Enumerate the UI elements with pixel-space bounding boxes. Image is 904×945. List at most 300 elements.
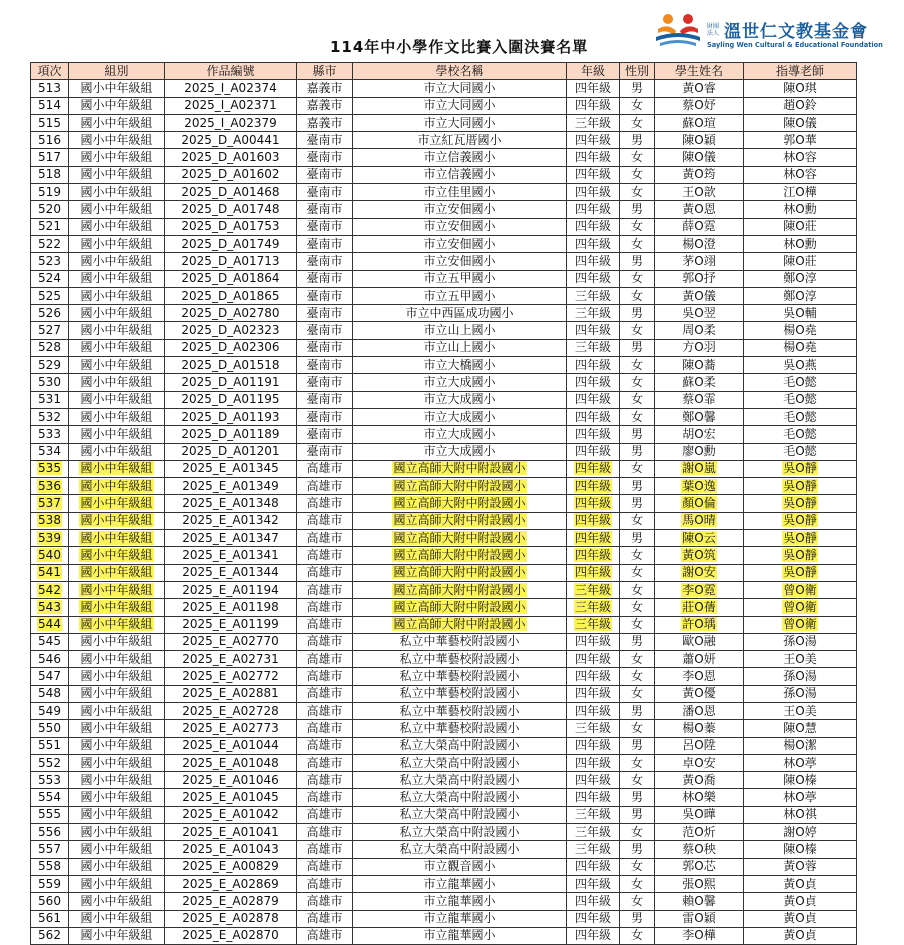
table-cell: 雷O穎 xyxy=(655,910,744,927)
table-cell: 男 xyxy=(620,841,655,858)
table-cell: 黃O睿 xyxy=(655,80,744,97)
table-row xyxy=(31,322,857,339)
table-cell: 2025_E_A01344 xyxy=(165,564,297,581)
table-row xyxy=(31,374,857,391)
table-cell: 2025_E_A00829 xyxy=(165,858,297,875)
table-cell: 王O美 xyxy=(744,702,857,719)
table-cell: 546 xyxy=(31,651,69,668)
highlighted-text: 國立高師大附中附設國小 xyxy=(393,513,526,528)
table-cell: 嘉義市 xyxy=(297,80,353,97)
table-cell: 男 xyxy=(620,495,655,512)
highlighted-text: 顏O倫 xyxy=(682,496,716,511)
table-cell: 男 xyxy=(620,633,655,650)
table-cell: 國小中年級組 xyxy=(69,668,165,685)
table-cell: 市立龍華國小 xyxy=(353,875,567,892)
table-cell xyxy=(69,460,165,477)
table-cell: 林O容 xyxy=(744,166,857,183)
table-cell: 蔡O霏 xyxy=(655,391,744,408)
table-cell: 男 xyxy=(620,305,655,322)
table-row xyxy=(31,235,857,252)
table-cell: 531 xyxy=(31,391,69,408)
table-cell: 女 xyxy=(620,270,655,287)
table-cell: 市立信義國小 xyxy=(353,166,567,183)
table-cell: 國小中年級組 xyxy=(69,875,165,892)
table-cell: 四年級 xyxy=(567,149,620,166)
highlighted-text: 馬O晴 xyxy=(682,513,716,528)
highlighted-text: 四年級 xyxy=(574,530,611,545)
table-row xyxy=(31,201,857,218)
table-cell: 市立大成國小 xyxy=(353,408,567,425)
table-cell: 2025_E_A01194 xyxy=(165,581,297,598)
table-cell: 方O羽 xyxy=(655,339,744,356)
table-cell: 2025_D_A01195 xyxy=(165,391,297,408)
table-cell: 潘O恩 xyxy=(655,702,744,719)
table-cell: 女 xyxy=(620,685,655,702)
table-cell: 男 xyxy=(620,201,655,218)
table-cell: 女 xyxy=(620,875,655,892)
table-cell xyxy=(744,616,857,633)
table-cell: 女 xyxy=(620,616,655,633)
table-cell: 2025_I_A02379 xyxy=(165,114,297,131)
table-row xyxy=(31,702,857,719)
table-cell: 嘉義市 xyxy=(297,97,353,114)
highlighted-text: 國小中年級組 xyxy=(80,513,153,528)
table-cell: 女 xyxy=(620,564,655,581)
table-cell: 2025_E_A02770 xyxy=(165,633,297,650)
table-cell: 561 xyxy=(31,910,69,927)
table-cell: 553 xyxy=(31,772,69,789)
table-row xyxy=(31,651,857,668)
table-cell: 男 xyxy=(620,253,655,270)
table-cell: 550 xyxy=(31,720,69,737)
table-row xyxy=(31,754,857,771)
table-row xyxy=(31,633,857,650)
table-cell xyxy=(31,460,69,477)
table-cell: 548 xyxy=(31,685,69,702)
table-cell: 毛O懿 xyxy=(744,443,857,460)
table-cell: 高雄市 xyxy=(297,824,353,841)
table-cell: 女 xyxy=(620,460,655,477)
highlighted-text: 國小中年級組 xyxy=(80,617,153,632)
table-cell: 國小中年級組 xyxy=(69,305,165,322)
table-cell: 國小中年級組 xyxy=(69,391,165,408)
table-cell: 毛O懿 xyxy=(744,408,857,425)
highlighted-text: 三年級 xyxy=(574,599,611,614)
table-cell: 2025_D_A01189 xyxy=(165,426,297,443)
table-cell: 四年級 xyxy=(567,893,620,910)
table-cell: 胡O宏 xyxy=(655,426,744,443)
table-cell: 孫O湯 xyxy=(744,633,857,650)
table-cell: 茅O翊 xyxy=(655,253,744,270)
column-header: 學校名稱 xyxy=(353,63,567,80)
table-cell: 國小中年級組 xyxy=(69,685,165,702)
table-cell xyxy=(655,564,744,581)
highlighted-text: 542 xyxy=(38,582,61,597)
table-cell: 市立佳里國小 xyxy=(353,184,567,201)
highlighted-text: 539 xyxy=(38,530,61,545)
table-row xyxy=(31,253,857,270)
table-cell: 女 xyxy=(620,581,655,598)
highlighted-text: 國立高師大附中附設國小 xyxy=(393,496,526,511)
table-cell: 四年級 xyxy=(567,391,620,408)
table-row xyxy=(31,426,857,443)
table-cell: 私立大榮高中附設國小 xyxy=(353,806,567,823)
table-cell: 蘇O柔 xyxy=(655,374,744,391)
column-header: 指導老師 xyxy=(744,63,857,80)
table-cell: 519 xyxy=(31,184,69,201)
highlighted-text: 陳O云 xyxy=(682,530,716,545)
table-cell: 2025_D_A00441 xyxy=(165,132,297,149)
table-cell: 陳O榛 xyxy=(744,772,857,789)
table-cell: 四年級 xyxy=(567,322,620,339)
table-cell xyxy=(567,512,620,529)
table-cell: 四年級 xyxy=(567,668,620,685)
table-cell: 558 xyxy=(31,858,69,875)
table-cell: 女 xyxy=(620,754,655,771)
table-cell: 市立信義國小 xyxy=(353,149,567,166)
table-cell xyxy=(69,495,165,512)
highlighted-text: 538 xyxy=(38,513,61,528)
table-cell: 國小中年級組 xyxy=(69,754,165,771)
table-cell xyxy=(353,495,567,512)
highlighted-text: 曾O衛 xyxy=(783,617,817,632)
table-cell: 女 xyxy=(620,651,655,668)
table-cell: 2025_E_A02773 xyxy=(165,720,297,737)
table-cell: 市立安佃國小 xyxy=(353,218,567,235)
table-cell: 女 xyxy=(620,287,655,304)
table-row xyxy=(31,564,857,581)
table-cell: 524 xyxy=(31,270,69,287)
table-cell: 林O樂 xyxy=(655,789,744,806)
table-cell: 國小中年級組 xyxy=(69,651,165,668)
table-cell: 女 xyxy=(620,512,655,529)
table-cell: 2025_D_A02306 xyxy=(165,339,297,356)
table-cell: 四年級 xyxy=(567,218,620,235)
table-cell xyxy=(655,581,744,598)
table-cell: 高雄市 xyxy=(297,599,353,616)
table-row xyxy=(31,408,857,425)
table-cell: 黃O貞 xyxy=(744,875,857,892)
table-cell: 四年級 xyxy=(567,357,620,374)
table-cell: 高雄市 xyxy=(297,668,353,685)
table-cell: 國小中年級組 xyxy=(69,789,165,806)
table-row xyxy=(31,512,857,529)
table-cell: 趙O鈴 xyxy=(744,97,857,114)
table-cell: 周O柔 xyxy=(655,322,744,339)
finalist-table xyxy=(30,62,857,945)
table-cell: 市立大橋國小 xyxy=(353,357,567,374)
table-cell: 黃O儀 xyxy=(655,287,744,304)
table-row xyxy=(31,737,857,754)
table-cell: 四年級 xyxy=(567,374,620,391)
table-cell: 國小中年級組 xyxy=(69,927,165,944)
highlighted-text: 黃O筑 xyxy=(682,547,716,562)
table-cell: 518 xyxy=(31,166,69,183)
table-cell: 551 xyxy=(31,737,69,754)
table-cell: 四年級 xyxy=(567,737,620,754)
highlighted-text: 李O霓 xyxy=(682,582,716,597)
table-cell: 楊O堯 xyxy=(744,339,857,356)
table-cell xyxy=(31,478,69,495)
table-cell: 高雄市 xyxy=(297,685,353,702)
table-cell: 國小中年級組 xyxy=(69,339,165,356)
highlighted-text: 536 xyxy=(38,478,61,493)
highlighted-text: 國小中年級組 xyxy=(80,547,153,562)
table-row xyxy=(31,547,857,564)
table-cell: 男 xyxy=(620,737,655,754)
table-cell: 四年級 xyxy=(567,235,620,252)
table-cell: 2025_D_A01749 xyxy=(165,235,297,252)
column-header: 項次 xyxy=(31,63,69,80)
table-header-row xyxy=(31,63,857,80)
table-cell: 市立龍華國小 xyxy=(353,910,567,927)
table-cell xyxy=(744,495,857,512)
table-cell: 國小中年級組 xyxy=(69,253,165,270)
table-cell: 三年級 xyxy=(567,305,620,322)
table-cell: 高雄市 xyxy=(297,633,353,650)
table-cell: 高雄市 xyxy=(297,806,353,823)
table-row xyxy=(31,910,857,927)
highlighted-text: 吳O靜 xyxy=(783,461,817,476)
table-cell: 2025_D_A01602 xyxy=(165,166,297,183)
table-cell: 男 xyxy=(620,478,655,495)
table-cell: 四年級 xyxy=(567,858,620,875)
table-cell: 四年級 xyxy=(567,875,620,892)
table-cell: 私立中華藝校附設國小 xyxy=(353,651,567,668)
table-cell: 男 xyxy=(620,80,655,97)
table-cell: 高雄市 xyxy=(297,858,353,875)
table-cell: 四年級 xyxy=(567,80,620,97)
highlighted-text: 吳O靜 xyxy=(783,496,817,511)
table-cell: 臺南市 xyxy=(297,408,353,425)
highlighted-text: 國小中年級組 xyxy=(80,496,153,511)
table-cell: 女 xyxy=(620,772,655,789)
table-cell: 臺南市 xyxy=(297,322,353,339)
table-cell: 林O葶 xyxy=(744,789,857,806)
table-cell: 男 xyxy=(620,806,655,823)
table-cell: 556 xyxy=(31,824,69,841)
table-cell: 黃O優 xyxy=(655,685,744,702)
table-cell: 市立大同國小 xyxy=(353,97,567,114)
table-cell: 2025_D_A01748 xyxy=(165,201,297,218)
table-cell: 國小中年級組 xyxy=(69,287,165,304)
table-cell: 四年級 xyxy=(567,97,620,114)
table-cell: 四年級 xyxy=(567,789,620,806)
table-cell: 高雄市 xyxy=(297,789,353,806)
table-cell xyxy=(655,530,744,547)
table-cell: 私立大榮高中附設國小 xyxy=(353,772,567,789)
table-cell: 2025_E_A01341 xyxy=(165,547,297,564)
table-cell xyxy=(655,547,744,564)
table-cell: 市立五甲國小 xyxy=(353,270,567,287)
logo-english-name: Sayling Wen Cultural & Educational Foundation xyxy=(707,41,883,49)
table-cell: 三年級 xyxy=(567,806,620,823)
table-cell: 女 xyxy=(620,824,655,841)
highlighted-text: 國小中年級組 xyxy=(80,582,153,597)
table-cell: 國小中年級組 xyxy=(69,720,165,737)
foundation-logo-icon xyxy=(652,11,704,53)
table-cell: 女 xyxy=(620,668,655,685)
table-cell: 2025_E_A01043 xyxy=(165,841,297,858)
table-cell: 517 xyxy=(31,149,69,166)
table-cell: 國小中年級組 xyxy=(69,772,165,789)
table-cell xyxy=(31,599,69,616)
table-cell xyxy=(567,599,620,616)
table-cell xyxy=(353,478,567,495)
table-cell: 2025_E_A01349 xyxy=(165,478,297,495)
table-cell: 蔡O妤 xyxy=(655,97,744,114)
table-cell: 2025_E_A01041 xyxy=(165,824,297,841)
table-cell: 533 xyxy=(31,426,69,443)
table-cell: 歐O融 xyxy=(655,633,744,650)
table-cell: 吳O翌 xyxy=(655,305,744,322)
table-cell xyxy=(567,564,620,581)
table-cell xyxy=(655,599,744,616)
table-cell: 2025_E_A02731 xyxy=(165,651,297,668)
foundation-logo xyxy=(652,11,892,55)
table-cell xyxy=(31,495,69,512)
table-cell: 2025_E_A01042 xyxy=(165,806,297,823)
table-cell: 四年級 xyxy=(567,408,620,425)
table-row xyxy=(31,772,857,789)
highlighted-text: 謝O嵐 xyxy=(682,461,716,476)
table-row xyxy=(31,789,857,806)
table-cell: 黃O筠 xyxy=(655,166,744,183)
table-cell: 市立龍華國小 xyxy=(353,927,567,944)
table-cell: 2025_E_A01044 xyxy=(165,737,297,754)
table-row xyxy=(31,114,857,131)
table-cell xyxy=(655,460,744,477)
table-cell xyxy=(69,530,165,547)
table-row xyxy=(31,443,857,460)
table-cell: 2025_D_A01468 xyxy=(165,184,297,201)
table-cell: 國小中年級組 xyxy=(69,114,165,131)
highlighted-text: 謝O安 xyxy=(682,565,716,580)
table-cell: 女 xyxy=(620,547,655,564)
table-row xyxy=(31,581,857,598)
highlighted-text: 吳O靜 xyxy=(783,513,817,528)
table-cell: 私立大榮高中附設國小 xyxy=(353,737,567,754)
table-cell: 國小中年級組 xyxy=(69,858,165,875)
table-cell: 臺南市 xyxy=(297,253,353,270)
logo-small-text: 財團法人 xyxy=(707,23,720,37)
table-cell: 林O容 xyxy=(744,149,857,166)
table-cell: 呂O陞 xyxy=(655,737,744,754)
table-cell: 國小中年級組 xyxy=(69,374,165,391)
table-cell xyxy=(744,530,857,547)
highlighted-text: 吳O靜 xyxy=(783,478,817,493)
table-cell: 四年級 xyxy=(567,270,620,287)
table-cell: 陳O穎 xyxy=(655,132,744,149)
table-cell: 李O恩 xyxy=(655,668,744,685)
table-cell: 國小中年級組 xyxy=(69,408,165,425)
table-cell: 女 xyxy=(620,322,655,339)
table-cell xyxy=(744,564,857,581)
highlighted-text: 許O瑀 xyxy=(682,617,716,632)
table-cell xyxy=(69,512,165,529)
table-cell: 黃O恩 xyxy=(655,201,744,218)
table-cell: 男 xyxy=(620,426,655,443)
table-cell: 女 xyxy=(620,599,655,616)
highlighted-text: 國立高師大附中附設國小 xyxy=(393,547,526,562)
table-cell: 市立安佃國小 xyxy=(353,253,567,270)
table-cell: 臺南市 xyxy=(297,426,353,443)
table-cell: 國小中年級組 xyxy=(69,824,165,841)
table-cell: 臺南市 xyxy=(297,184,353,201)
table-cell: 三年級 xyxy=(567,287,620,304)
table-cell: 女 xyxy=(620,391,655,408)
table-cell: 男 xyxy=(620,443,655,460)
table-cell xyxy=(353,530,567,547)
table-cell xyxy=(567,478,620,495)
table-cell: 臺南市 xyxy=(297,357,353,374)
table-cell xyxy=(567,547,620,564)
table-cell: 國小中年級組 xyxy=(69,737,165,754)
highlighted-text: 國立高師大附中附設國小 xyxy=(393,617,526,632)
table-cell: 528 xyxy=(31,339,69,356)
table-cell: 臺南市 xyxy=(297,132,353,149)
table-cell: 高雄市 xyxy=(297,893,353,910)
table-cell xyxy=(31,530,69,547)
table-cell: 高雄市 xyxy=(297,512,353,529)
table-cell: 四年級 xyxy=(567,166,620,183)
table-cell: 男 xyxy=(620,910,655,927)
table-cell: 私立大榮高中附設國小 xyxy=(353,754,567,771)
table-cell: 市立山上國小 xyxy=(353,339,567,356)
table-cell xyxy=(744,581,857,598)
table-cell: 高雄市 xyxy=(297,910,353,927)
table-cell: 吳O曄 xyxy=(655,806,744,823)
table-cell: 私立中華藝校附設國小 xyxy=(353,702,567,719)
table-cell xyxy=(31,581,69,598)
table-cell: 女 xyxy=(620,927,655,944)
table-cell: 女 xyxy=(620,97,655,114)
table-cell: 王O歆 xyxy=(655,184,744,201)
table-cell: 四年級 xyxy=(567,685,620,702)
table-cell xyxy=(567,530,620,547)
table-cell: 女 xyxy=(620,720,655,737)
table-cell: 女 xyxy=(620,408,655,425)
table-cell: 薛O霓 xyxy=(655,218,744,235)
table-row xyxy=(31,132,857,149)
table-cell: 四年級 xyxy=(567,253,620,270)
table-cell: 黃O蓉 xyxy=(744,858,857,875)
table-row xyxy=(31,616,857,633)
table-cell: 卓O安 xyxy=(655,754,744,771)
table-cell: 2025_E_A02772 xyxy=(165,668,297,685)
table-cell: 534 xyxy=(31,443,69,460)
table-cell: 2025_E_A02881 xyxy=(165,685,297,702)
table-cell: 527 xyxy=(31,322,69,339)
table-cell: 高雄市 xyxy=(297,875,353,892)
table-cell: 蘇O瑄 xyxy=(655,114,744,131)
table-cell: 2025_E_A01046 xyxy=(165,772,297,789)
table-cell: 554 xyxy=(31,789,69,806)
table-cell xyxy=(353,581,567,598)
table-row xyxy=(31,339,857,356)
table-row xyxy=(31,858,857,875)
highlighted-text: 曾O衛 xyxy=(783,582,817,597)
table-cell: 范O炘 xyxy=(655,824,744,841)
table-cell: 謝O婷 xyxy=(744,824,857,841)
table-cell: 高雄市 xyxy=(297,581,353,598)
table-row xyxy=(31,668,857,685)
table-cell: 2025_E_A02878 xyxy=(165,910,297,927)
table-cell: 552 xyxy=(31,754,69,771)
column-header: 縣市 xyxy=(297,63,353,80)
column-header: 性別 xyxy=(620,63,655,80)
table-cell: 國小中年級組 xyxy=(69,132,165,149)
